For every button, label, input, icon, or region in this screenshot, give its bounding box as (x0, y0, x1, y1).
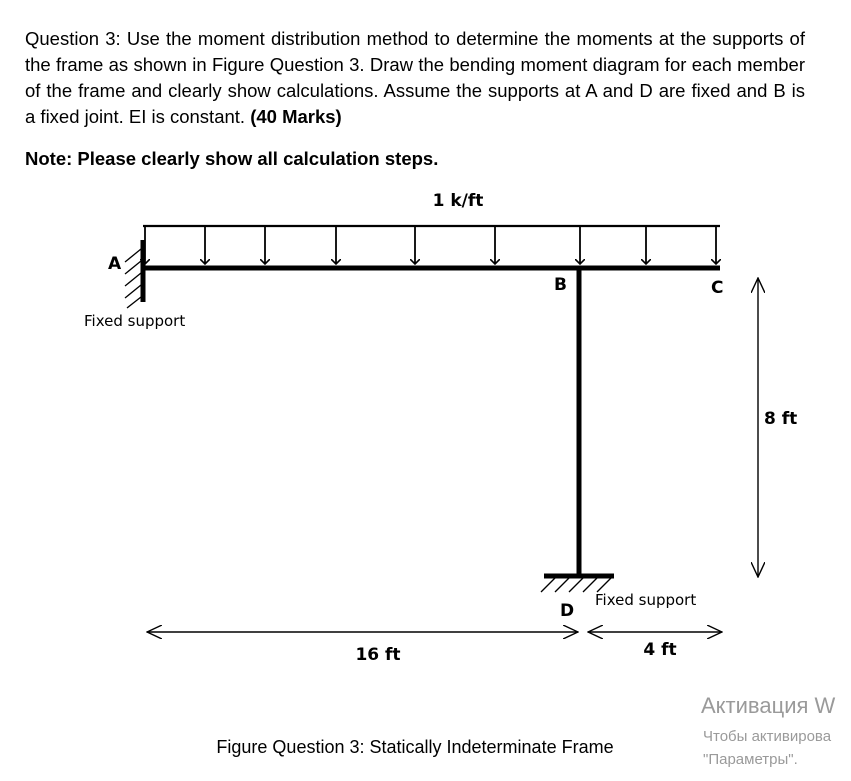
point-b-label: B (554, 275, 567, 295)
dim-height-label: 8 ft (764, 409, 798, 429)
activation-watermark-line2: Чтобы активирова (703, 728, 832, 745)
fixed-support-d (541, 576, 614, 592)
question-marks: (40 Marks) (250, 106, 342, 127)
fixed-support-a (125, 240, 143, 308)
point-a-label: A (108, 254, 122, 274)
activation-watermark-text (703, 725, 831, 771)
point-c-label: C (711, 278, 724, 298)
support-d-hatch (541, 578, 611, 592)
load-label: 1 k/ft (432, 191, 484, 211)
dim-bc-label: 4 ft (643, 640, 677, 660)
question-body: Question 3: Use the moment distribution method to determine the moments at the supports of the frame as shown in Figure Question 3. Draw the bending moment diagram for each member of the frame and clearly show calculations. Assume the supports at A and D are fixed and B is a fixed joint. EI is constant. (25, 28, 805, 127)
support-a-label: Fixed support (84, 312, 186, 330)
note-text: Note: Please clearly show all calculation steps. (25, 148, 439, 169)
dim-ab-label: 16 ft (355, 645, 401, 665)
figure-caption: Figure Question 3: Statically Indeterminate Frame (216, 737, 614, 757)
point-d-label: D (560, 601, 575, 621)
load-arrows (145, 226, 716, 264)
activation-watermark-title: Активация W (701, 693, 836, 718)
distributed-load (143, 226, 720, 264)
support-d-label: Fixed support (595, 591, 697, 609)
support-a-hatch (125, 249, 141, 308)
activation-watermark-line3: "Параметры". (703, 751, 798, 768)
